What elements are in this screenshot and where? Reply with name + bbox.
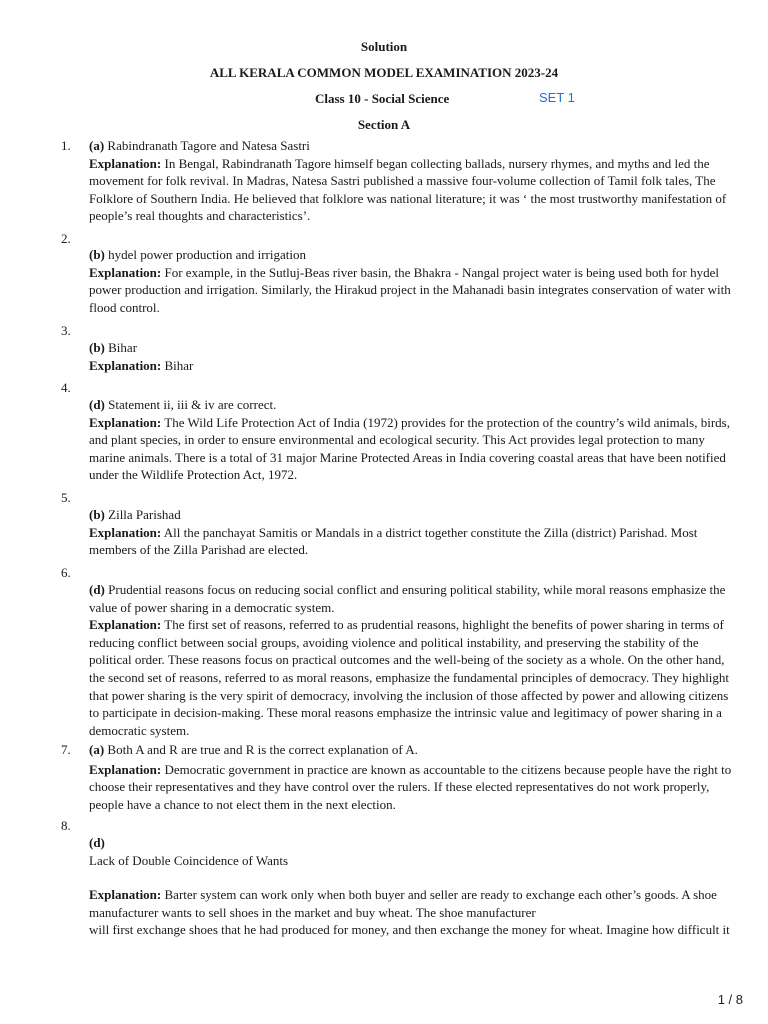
answer-block (89, 339, 737, 374)
explanation-text: Bihar (164, 357, 194, 373)
explanation (89, 357, 737, 375)
answer-text: Prudential reasons focus on reducing social conflict and ensuring political stability, while moral reasons emphasize the value of power sharing in a democratic system. (89, 582, 726, 615)
answer-option: (d) (89, 835, 105, 850)
explanation (89, 616, 737, 739)
explanation-label: Explanation: (89, 761, 162, 777)
answer-option: (b) (89, 247, 105, 262)
answer-text: Rabindranath Tagore and Natesa Sastri (107, 138, 310, 153)
explanation (89, 524, 737, 559)
answer-block (89, 137, 737, 225)
answer-block (89, 741, 737, 813)
section-heading: Section A (357, 117, 411, 132)
explanation-label: Explanation: (89, 155, 162, 171)
explanation (89, 414, 737, 484)
answer-option: (b) (89, 340, 105, 355)
answer-text: hydel power production and irrigation (108, 247, 306, 262)
explanation-text: Democratic government in practice are known as accountable to the citizens because people have the right to choose their representatives and they have control over the rulers. If these elected representatives do not work properly, people have a chance to not elect them in the next election. (89, 761, 732, 812)
page-indicator: 1 / 8 (717, 992, 743, 1007)
exam-title: ALL KERALA COMMON MODEL EXAMINATION 2023-24 (209, 65, 559, 80)
explanation-text: For example, in the Sutluj-Beas river basin, the Bhakra - Nangal project water is being used both for hydel power production and irrigation. Similarly, the Hirakud project in the Mahanadi basin integrates conservation of water with flood control. (89, 264, 731, 315)
explanation-label: Explanation: (89, 414, 162, 430)
answer-block (89, 246, 737, 316)
answer-line (89, 741, 737, 759)
answer-block (89, 396, 737, 484)
explanation-label: Explanation: (89, 524, 162, 540)
answer-block (89, 834, 737, 939)
answer-option: (b) (89, 507, 105, 522)
question-number: 2. (61, 231, 71, 246)
explanation-text: The Wild Life Protection Act of India (1972) provides for the protection of the country’s wild animals, birds, and plant species, in order to ensure environmental and ecological security. This Act provides legal protection to many marine animals. There is a total of 31 major Marine Protected Areas in India covering coastal areas that have been notified under the Wildlife Protection Act, 1972. (89, 414, 730, 483)
set-label: SET 1 (539, 90, 575, 105)
answer-line (89, 137, 737, 155)
answer-text: Lack of Double Coincidence of Wants (89, 852, 289, 868)
answer-line (89, 339, 737, 357)
answer-line (89, 581, 737, 616)
doc-title: Solution (360, 39, 408, 54)
explanation-label: Explanation: (89, 264, 162, 280)
answer-text: Statement ii, iii & iv are correct. (108, 397, 277, 412)
question-number: 3. (61, 323, 71, 338)
answer-text: Bihar (108, 340, 138, 355)
question-number: 1. (61, 138, 71, 153)
question-number: 6. (61, 565, 71, 580)
answer-text: Both A and R are true and R is the correct explanation of A. (107, 742, 418, 757)
class-label: Class 10 - Social Science (315, 91, 450, 106)
answer-line (89, 246, 737, 264)
explanation-label: Explanation: (89, 357, 162, 373)
explanation (89, 155, 737, 225)
answer-option: (d) (89, 582, 105, 597)
answer-line (89, 396, 737, 414)
explanation-label: Explanation: (89, 887, 162, 903)
answer-text: Zilla Parishad (108, 507, 181, 522)
explanation-label: Explanation: (89, 617, 162, 633)
question-number: 4. (61, 380, 71, 395)
explanation-continued: will first exchange shoes that he had produced for money, and then exchange the money for wheat. Imagine how difficult it (89, 922, 730, 938)
answer-line (89, 506, 737, 524)
question-number: 5. (61, 490, 71, 505)
explanation-text: The first set of reasons, referred to as prudential reasons, highlight the benefits of power sharing in terms of reducing conflict between social groups, avoiding violence and political instability, and preserving the stability of the political order. These reasons focus on practical outcomes and the well-being of the society as a whole. On the other hand, the second set of reasons, referred to as moral reasons, emphasize the fundamental principles of democracy. They highlight that power sharing is the very spirit of democracy, involving the inclusion of those affected by power and allowing citizens to participate in decision-making. These moral reasons emphasize the intrinsic value and legitimacy of power sharing in a democratic system. (89, 617, 730, 738)
explanation (89, 264, 737, 317)
question-number: 7. (61, 742, 71, 757)
answer-option: (d) (89, 397, 105, 412)
answer-block (89, 581, 737, 739)
explanation (89, 886, 737, 921)
explanation (89, 761, 737, 814)
answer-option: (a) (89, 138, 105, 153)
explanation-text: All the panchayat Samitis or Mandals in a district together constitute the Zilla (district) Parishad. Most members of the Zilla Parishad are elected. (89, 524, 698, 558)
question-number: 8. (61, 818, 71, 833)
answer-block (89, 506, 737, 559)
explanation-text: In Bengal, Rabindranath Tagore himself began collecting ballads, nursery rhymes, and myths and led the movement for folk revival. In Madras, Natesa Sastri published a massive four-volume collection of Tamil folk tales, The Folklore of Southern India. He believed that folklore was national literature; it was ‘ the most trustworthy manifestation of people’s real thoughts and characteristics’. (89, 155, 727, 224)
answer-option: (a) (89, 742, 105, 757)
explanation-text: Barter system can work only when both buyer and seller are ready to exchange each other’s goods. A shoe manufacturer wants to sell shoes in the market and buy wheat. The shoe manufacturer (89, 887, 717, 920)
